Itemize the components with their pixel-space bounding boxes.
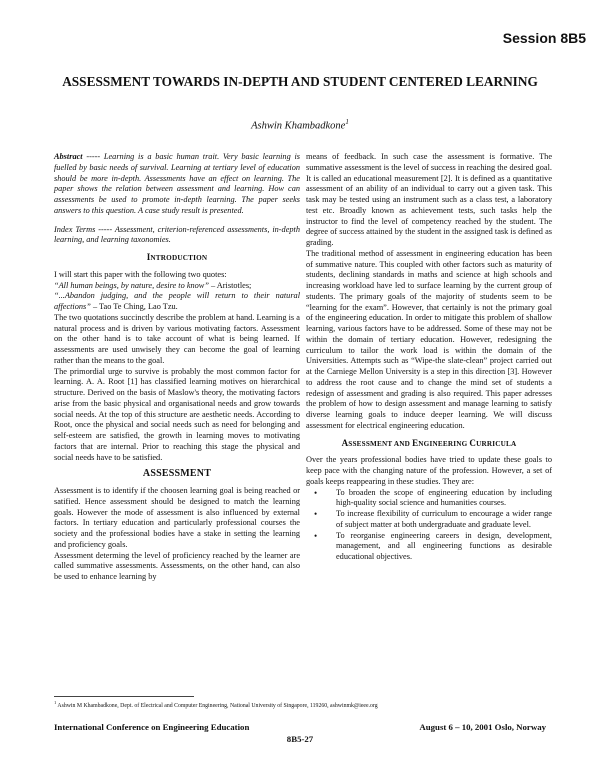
author-name: Ashwin Khambadkone bbox=[251, 120, 346, 132]
left-column bbox=[54, 152, 300, 583]
intro-paragraph: The primordial urge to survive is probably the most common factor for learning. A. A. Root [1] has classified learning motives on hierarchical structure. Derived on the basis of Maslow's theory, the motivating factors arise from the basic physical and organisational needs and grow towards social needs. At the top of this structure are aesthetic needs. According to Root, once the physical and social needs such as need for belonging and self-esteem are satisfied, the growth in learning moves to motivating factors that are internal. Prior to reaching this stage the physical and social needs have to be satisfied. bbox=[54, 366, 300, 462]
right-column bbox=[306, 152, 552, 563]
list-item: • To increase flexibility of curriculum to encourage a wider range of subject matter at both undergraduate and graduate level. bbox=[326, 509, 552, 531]
list-item: • To reorganise engineering careers in design, development, management, and all engineering functions as desirable educational objectives. bbox=[326, 531, 552, 563]
page-number: 8B5-27 bbox=[286, 734, 314, 744]
quote-aristotle: “All human beings, by nature, desire to know” – Aristotles; bbox=[54, 280, 252, 290]
footnote: $^1$ Ashwin M Khambadkone, Dept. of Electrical and Computer Engineering, National University of Singapore, 119260, ashwinmk@ieee.org bbox=[54, 700, 378, 709]
section-heading-introduction: INTRODUCTION bbox=[146, 252, 208, 262]
abstract-label: Abstract bbox=[54, 152, 83, 161]
list-item: • To broaden the scope of engineering education by including high-quality social science and humanities courses. bbox=[326, 488, 552, 510]
abstract-text: ----- Learning is a basic human trait. Very basic learning is fuelled by basic needs of survival. Learning at tertiary level of education should be more in-depth. Assessments have an effect on learning. The paper shows the relation between assessment and learning. How can assessments be used to promote in-depth learning. The paper seeks answers to this question. A case study result is presented. bbox=[54, 152, 300, 215]
paper-title: ASSESSMENT TOWARDS IN-DEPTH AND STUDENT CENTERED LEARNING bbox=[62, 74, 538, 89]
section-heading-assessment: ASSESSMENT bbox=[142, 468, 212, 480]
session-label: Session 8B5 bbox=[502, 30, 586, 46]
footnote-rule bbox=[54, 696, 194, 697]
author-footnote-mark: 1 bbox=[345, 118, 349, 126]
goals-list bbox=[306, 488, 552, 563]
intro-paragraph: I will start this paper with the following two quotes: bbox=[54, 269, 227, 279]
conference-dates: August 6 – 10, 2001 Oslo, Norway bbox=[419, 722, 546, 732]
conference-name: International Conference on Engineering Education bbox=[54, 722, 250, 732]
curricula-paragraph: Over the years professional bodies have tried to update these goals to keep pace with the changing nature of the profession. However, a set of goals keeps reappearing in these studies. They are: bbox=[306, 455, 552, 486]
intro-paragraph: The two quotations succinctly describe the problem at hand. Learning is a natural process and is driven by various motivating factors. Assessment on the other hand is to take account of what is being learned. If assessments are used unwisely they can become the goal of learning rather than the means to the goal. bbox=[54, 312, 300, 365]
author-line bbox=[0, 118, 600, 132]
abstract bbox=[54, 152, 300, 217]
assessment-paragraph: Assessment determing the level of proficiency reached by the learner are called summative assessments. Assessments, on the other hand, can also be used to enhance learning by bbox=[54, 550, 300, 581]
quote-lao-tzu: “...Abandon judging, and the people will return to their natural affections” – Tao Te Ching, Lao Tzu. bbox=[54, 291, 300, 311]
body-paragraph: The traditional method of assessment in engineering education has been of summative nature. This coupled with other factors such as maturity of students, declining standards in maths and science at high schools and increasing workload have led to surface learning by the current group of students. The primary goals of the majority of students seem to be “learning for the exam”. However, that certainly is not the primary goal of the engineering education. In order to mitigate this problem of shallow learning, various factors have to be addressed. Some of these may not be within the domain of tertiary education. However, redesigning the curriculum to tailor the work load is within the domain of the Universities. Attempts such as “Wipe-the slate-clean” project carried out at the Carniege Mellon University is a step in this direction [3]. However to address the root cause and to change the mind set of students a redesign of assessment and grading is also required. This paper adresses the problem of how to design assessment and manage learning to satisfy diverse learning goals to induce deeper learning. We will discuss assessment for electrical engineering education. bbox=[306, 248, 552, 430]
section-heading-curricula: ASSESSMENT AND ENGINEERING CURRICULA bbox=[341, 437, 517, 448]
index-terms: Index Terms ----- Assessment, criterion-referenced assessments, in-depth learning, and learning taxonomies. bbox=[54, 224, 300, 245]
body-paragraph: means of feedback. In such case the assessment is formative. The summative assessment is the level of success in reaching the desired goal. It is called an educational measurement [2]. It is defined as a quantitative assessment of an ability of an individual to carry out a given task. This task may be tested using an instrument such as a class test, a laboratory test etc. Broadly known as achievement tests, such tasks help the instructor to find the level of competency reached by the student. The degree of success attained by the student in the assigned task is defined as grading. bbox=[306, 152, 552, 247]
assessment-paragraph: Assessment is to identify if the choosen learning goal is being reached or satified. Hence assessment should be designed to match the learning goals. However the mode of assessment is also influenced by external factors. In tertiary education and particularly professional courses the society and the professional bodies have a stake in setting the learning and proficiency goals. bbox=[54, 486, 300, 549]
